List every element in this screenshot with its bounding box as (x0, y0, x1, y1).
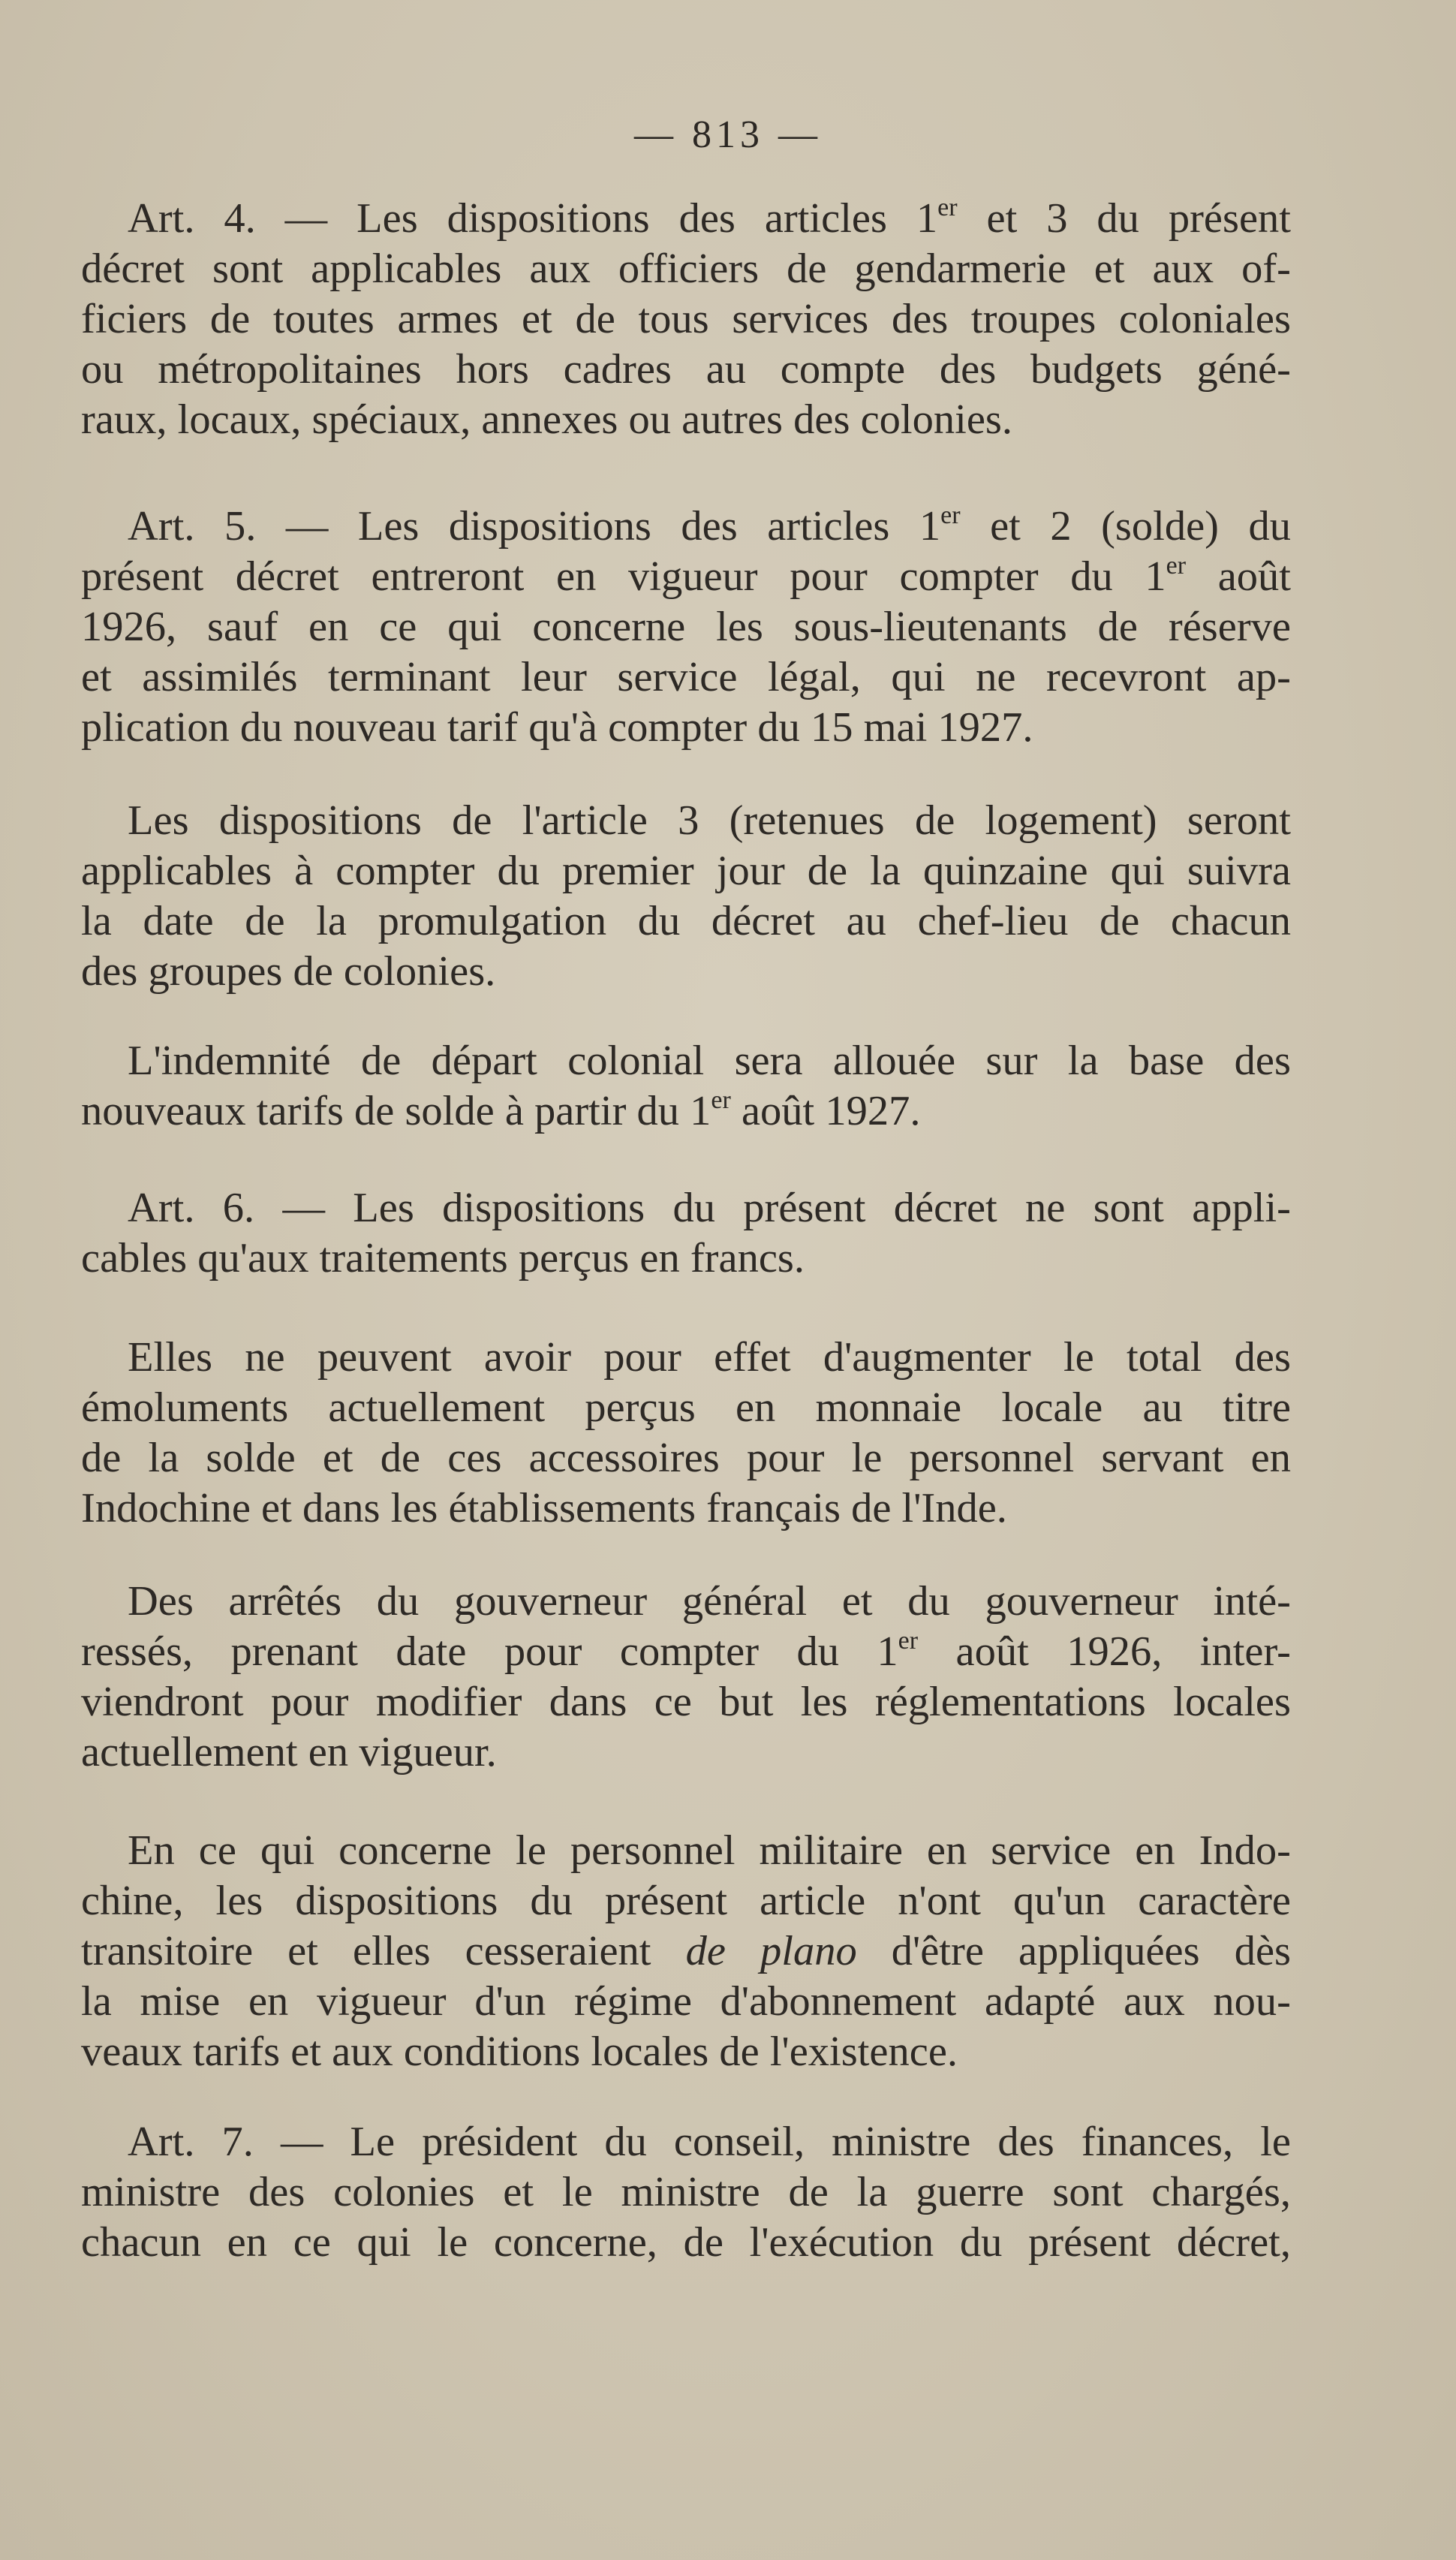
paragraph-art4 (81, 194, 1291, 445)
text-line: plication du nouveau tarif qu'à compter du 15 mai 1927. (81, 704, 1033, 751)
paragraph-art6 (81, 1183, 1291, 1284)
text-line: ministre des colonies et le ministre de la guerre sont chargés, (81, 2169, 1291, 2215)
text-line: Art. 4. — Les dispositions des articles 1er et 3 du présent (128, 194, 1291, 242)
text-line: émoluments actuellement perçus en monnaie locale au titre (81, 1384, 1291, 1431)
text-line: chacun en ce qui le concerne, de l'exécution du présent décret, (81, 2219, 1291, 2266)
text-line: 1926, sauf en ce qui concerne les sous-lieutenants de réserve (81, 604, 1291, 650)
text-line: En ce qui concerne le personnel militaire en service en Indo- (128, 1827, 1291, 1874)
text-line: décret sont applicables aux officiers de gendarmerie et aux of- (81, 245, 1291, 292)
text-line: de la solde et de ces accessoires pour le personnel servant en (81, 1435, 1291, 1481)
paragraph-art5 (81, 501, 1291, 753)
page-number: — 813 — (634, 113, 822, 156)
text-line: L'indemnité de départ colonial sera allouée sur la base des (128, 1038, 1291, 1084)
text-line: Art. 5. — Les dispositions des articles 1er et 2 (solde) du (128, 501, 1292, 550)
text-line: applicables à compter du premier jour de la quinzaine qui suivra (81, 848, 1291, 894)
text-line: Art. 7. — Le président du conseil, ministre des finances, le (128, 2119, 1291, 2165)
text-line: Elles ne peuvent avoir pour effet d'augmenter le total des (128, 1334, 1291, 1381)
paragraph-art5-indemnite (81, 1036, 1291, 1137)
text-line: ficiers de toutes armes et de tous services des troupes coloniales (81, 296, 1291, 342)
text-line: la date de la promulgation du décret au chef-lieu de chacun (81, 898, 1291, 944)
paragraph-art6-arretes (81, 1577, 1291, 1778)
text-line: la mise en vigueur d'un régime d'abonnement adapté aux nou- (81, 1978, 1291, 2025)
text-line: chine, les dispositions du présent article n'ont qu'un caractère (81, 1878, 1291, 1924)
text-line: Des arrêtés du gouverneur général et du gouverneur inté- (128, 1578, 1291, 1625)
paragraph-art6-emoluments (81, 1333, 1291, 1534)
text-line: actuellement en vigueur. (81, 1729, 497, 1775)
text-line: Indochine et dans les établissements français de l'Inde. (81, 1485, 1007, 1531)
text-line: viendront pour modifier dans ce but les réglementations locales (81, 1679, 1291, 1725)
text-line: cables qu'aux traitements perçus en francs. (81, 1235, 805, 1282)
paragraph-art7 (81, 2117, 1291, 2268)
paragraph-art6-indochine (81, 1826, 1291, 2077)
text-line: présent décret entreront en vigueur pour compter du 1er août (81, 552, 1291, 600)
text-line: raux, locaux, spéciaux, annexes ou autres des colonies. (81, 396, 1013, 443)
text-line: ou métropolitaines hors cadres au compte des budgets géné- (81, 346, 1291, 393)
text-line: des groupes de colonies. (81, 948, 496, 995)
text-line: nouveaux tarifs de solde à partir du 1er août 1927. (81, 1086, 921, 1134)
text-line: ressés, prenant date pour compter du 1er août 1926, inter- (81, 1627, 1291, 1675)
text-line: transitoire et elles cesseraient de plano d'être appliquées dès (81, 1928, 1292, 1974)
text-line: veaux tarifs et aux conditions locales de l'existence. (81, 2028, 958, 2075)
text-line: et assimilés terminant leur service légal, qui ne recevront ap- (81, 654, 1291, 700)
paragraph-art5-logement (81, 796, 1291, 997)
text-line: Les dispositions de l'article 3 (retenues de logement) seront (128, 797, 1291, 844)
text-line: Art. 6. — Les dispositions du présent décret ne sont appli- (128, 1185, 1291, 1231)
